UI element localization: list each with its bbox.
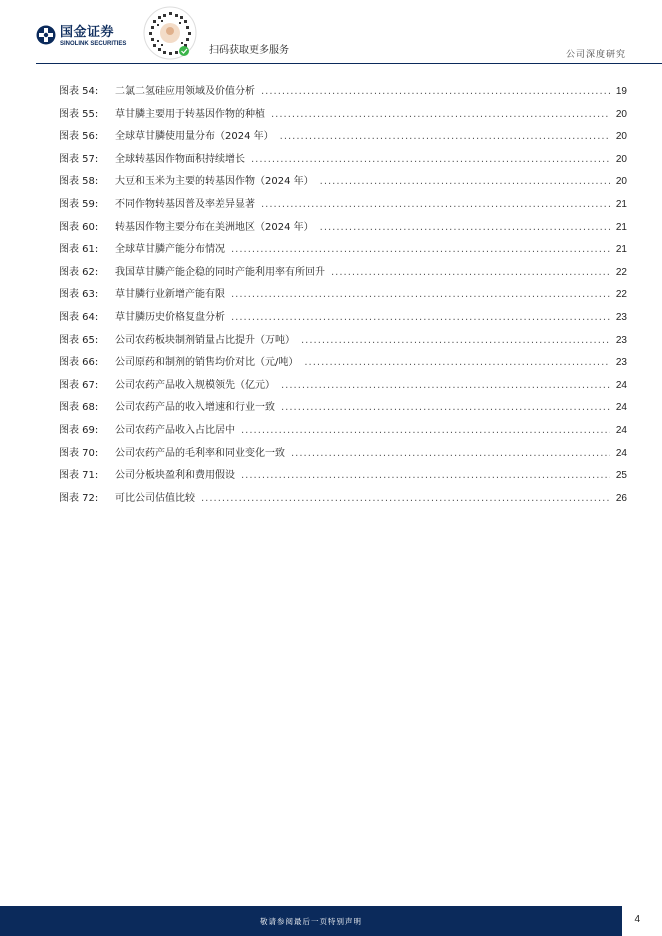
toc-entry-page: 24 <box>615 424 627 436</box>
toc-entry-title: 全球草甘膦产能分布情况 <box>115 244 225 256</box>
toc-dot-leader <box>304 357 610 368</box>
toc-dot-leader <box>281 380 610 391</box>
toc-entry-page: 22 <box>615 266 627 278</box>
toc-entry[interactable] <box>59 353 627 376</box>
toc-entry[interactable] <box>59 285 627 308</box>
footer-disclaimer: 敬请参阅最后一页特别声明 <box>260 917 362 926</box>
toc-entry-label: 图表 57: <box>59 153 99 165</box>
toc-entry-page: 23 <box>615 357 627 369</box>
toc-entry-page: 21 <box>615 244 627 256</box>
toc-dot-leader <box>271 109 610 120</box>
toc-entry-title: 公司农药产品的收入增速和行业一致 <box>115 402 275 414</box>
header-divider <box>36 63 662 64</box>
toc-entry-label: 图表 67: <box>59 379 99 391</box>
toc-entry[interactable] <box>59 150 627 173</box>
toc-dot-leader <box>320 222 610 233</box>
toc-entry-page: 21 <box>615 198 627 210</box>
toc-entry-label: 图表 54: <box>59 86 99 97</box>
report-type-label: 公司深度研究 <box>565 50 626 60</box>
toc-dot-leader <box>301 335 610 346</box>
toc-dot-leader <box>280 131 610 142</box>
toc-entry-label: 图表 61: <box>59 244 99 256</box>
toc-entry-title: 草甘膦主要用于转基因作物的种植 <box>115 108 265 120</box>
toc-dot-leader <box>291 448 610 459</box>
toc-dot-leader <box>231 312 610 323</box>
toc-entry[interactable] <box>59 308 627 331</box>
toc-dot-leader <box>231 244 610 255</box>
toc-entry[interactable] <box>59 466 627 489</box>
toc-entry-title: 公司农药产品收入占比居中 <box>115 424 235 436</box>
toc-entry-label: 图表 55: <box>59 108 99 120</box>
toc-entry-label: 图表 58: <box>59 176 99 188</box>
toc-entry-title: 公司农药产品收入规模领先（亿元） <box>115 379 275 391</box>
qr-code-icon[interactable] <box>143 6 197 60</box>
toc-entry-page: 23 <box>615 334 627 346</box>
toc-entry-page: 24 <box>615 379 627 391</box>
toc-entry-page: 20 <box>615 131 627 143</box>
toc-entry[interactable] <box>59 195 627 218</box>
toc-entry-label: 图表 56: <box>59 131 99 143</box>
toc-entry-title: 我国草甘膦产能企稳的同时产能利用率有所回升 <box>115 266 325 278</box>
toc-entry-page: 24 <box>615 402 627 414</box>
figure-index-list <box>59 82 627 511</box>
toc-entry[interactable] <box>59 172 627 195</box>
toc-entry-label: 图表 72: <box>59 492 99 504</box>
toc-entry[interactable] <box>59 489 627 512</box>
page-header <box>0 0 662 66</box>
toc-entry[interactable] <box>59 105 627 128</box>
toc-entry-page: 21 <box>615 221 627 233</box>
toc-entry-title: 可比公司估值比较 <box>115 492 195 504</box>
toc-entry[interactable] <box>59 331 627 354</box>
toc-entry-label: 图表 60: <box>59 221 99 233</box>
toc-entry-label: 图表 69: <box>59 424 99 436</box>
toc-entry[interactable] <box>59 82 627 105</box>
toc-entry[interactable] <box>59 421 627 444</box>
toc-entry[interactable] <box>59 444 627 467</box>
scan-qr-caption: 扫码获取更多服务 <box>209 45 289 56</box>
toc-entry-page: 23 <box>615 311 627 323</box>
toc-dot-leader <box>201 493 610 504</box>
toc-dot-leader <box>261 86 610 97</box>
toc-entry-page: 22 <box>615 289 627 301</box>
toc-entry-page: 19 <box>615 86 627 97</box>
toc-entry-label: 图表 62: <box>59 266 99 278</box>
toc-entry-label: 图表 68: <box>59 402 99 414</box>
toc-entry-title: 公司原药和制剂的销售均价对比（元/吨） <box>115 357 299 369</box>
toc-entry-label: 图表 63: <box>59 289 99 301</box>
toc-dot-leader <box>231 289 610 300</box>
toc-entry-page: 26 <box>615 492 627 504</box>
toc-entry-label: 图表 71: <box>59 470 99 482</box>
toc-entry-label: 图表 59: <box>59 198 99 210</box>
toc-dot-leader <box>281 402 610 413</box>
toc-entry[interactable] <box>59 376 627 399</box>
toc-dot-leader <box>261 199 610 210</box>
toc-entry-title: 公司农药板块制剂销量占比提升（万吨） <box>115 334 295 346</box>
toc-entry[interactable] <box>59 127 627 150</box>
toc-entry-title: 公司分板块盈利和费用假设 <box>115 470 235 482</box>
page-number: 4 <box>634 914 640 925</box>
toc-dot-leader <box>251 154 610 165</box>
toc-dot-leader <box>241 425 610 436</box>
toc-entry-title: 草甘膦行业新增产能有限 <box>115 289 225 301</box>
toc-entry-label: 图表 65: <box>59 334 99 346</box>
toc-entry-page: 24 <box>615 447 627 459</box>
toc-entry-label: 图表 70: <box>59 447 99 459</box>
logo-icon <box>36 25 56 45</box>
toc-entry-page: 20 <box>615 108 627 120</box>
toc-entry-title: 全球草甘膦使用量分布（2024 年） <box>115 131 274 143</box>
toc-entry-title: 大豆和玉米为主要的转基因作物（2024 年） <box>115 176 314 188</box>
toc-entry-label: 图表 66: <box>59 357 99 369</box>
brand-logo <box>36 25 126 48</box>
toc-entry[interactable] <box>59 240 627 263</box>
brand-name-en: SINOLINK SECURITIES <box>60 41 127 47</box>
toc-entry-page: 20 <box>615 176 627 188</box>
toc-entry-title: 二氯二氢硅应用领域及价值分析 <box>115 86 255 97</box>
toc-entry-title: 转基因作物主要分布在美洲地区（2024 年） <box>115 221 314 233</box>
toc-dot-leader <box>331 267 610 278</box>
toc-entry-title: 不同作物转基因普及率差异显著 <box>115 198 255 210</box>
toc-entry-title: 公司农药产品的毛利率和同业变化一致 <box>115 447 285 459</box>
toc-entry-label: 图表 64: <box>59 311 99 323</box>
toc-dot-leader <box>320 176 610 187</box>
toc-entry[interactable] <box>59 218 627 241</box>
toc-entry-page: 25 <box>615 470 627 482</box>
toc-entry-page: 20 <box>615 153 627 165</box>
toc-entry[interactable] <box>59 263 627 286</box>
toc-entry[interactable] <box>59 398 627 421</box>
toc-dot-leader <box>241 470 610 481</box>
toc-entry-title: 全球转基因作物面积持续增长 <box>115 153 245 165</box>
toc-entry-title: 草甘膦历史价格复盘分析 <box>115 311 225 323</box>
brand-name-cn: 国金证券 <box>60 25 115 40</box>
